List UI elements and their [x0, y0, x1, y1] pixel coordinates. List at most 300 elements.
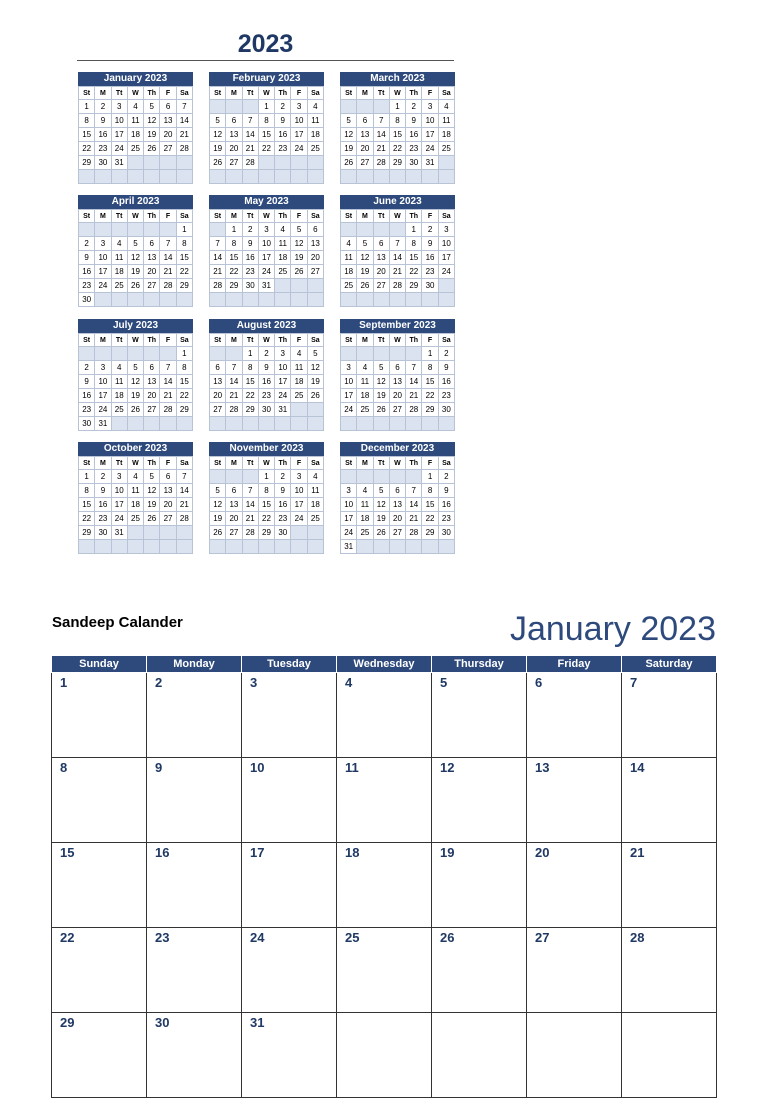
mini-day-cell: 26: [144, 512, 160, 526]
day-cell: 19: [432, 843, 527, 928]
mini-day-cell: 5: [291, 223, 307, 237]
mini-empty-cell: [127, 417, 143, 431]
mini-weekday-label: St: [210, 334, 226, 347]
mini-empty-cell: [307, 170, 323, 184]
mini-weekday-label: M: [226, 334, 242, 347]
mini-empty-cell: [438, 417, 454, 431]
mini-day-cell: 12: [357, 251, 373, 265]
mini-day-cell: 13: [307, 237, 323, 251]
mini-day-cell: 10: [422, 114, 438, 128]
mini-day-cell: 6: [357, 114, 373, 128]
mini-weekday-label: Sa: [176, 210, 192, 223]
mini-empty-cell: [79, 170, 95, 184]
mini-day-cell: 29: [422, 526, 438, 540]
mini-day-cell: 3: [95, 237, 111, 251]
mini-day-cell: 30: [258, 403, 274, 417]
weekday-header: Thursday: [432, 656, 527, 673]
mini-day-cell: 8: [79, 484, 95, 498]
mini-empty-cell: [160, 347, 176, 361]
mini-day-cell: 6: [389, 361, 405, 375]
mini-day-cell: 26: [373, 403, 389, 417]
mini-day-cell: 24: [422, 142, 438, 156]
mini-day-cell: 15: [79, 128, 95, 142]
mini-weekday-label: M: [95, 87, 111, 100]
mini-day-cell: 11: [291, 361, 307, 375]
mini-empty-cell: [275, 417, 291, 431]
mini-day-cell: 14: [160, 251, 176, 265]
mini-day-cell: 22: [79, 512, 95, 526]
mini-weekday-label: M: [226, 210, 242, 223]
mini-day-cell: 29: [258, 526, 274, 540]
mini-day-cell: 29: [422, 403, 438, 417]
mini-day-cell: 10: [111, 484, 127, 498]
mini-day-cell: 8: [406, 237, 422, 251]
mini-day-cell: 2: [79, 361, 95, 375]
mini-empty-cell: [176, 156, 192, 170]
mini-weekday-label: Th: [144, 334, 160, 347]
mini-day-cell: 14: [226, 375, 242, 389]
mini-empty-cell: [373, 470, 389, 484]
mini-day-cell: 3: [111, 100, 127, 114]
mini-empty-cell: [111, 223, 127, 237]
mini-empty-cell: [422, 170, 438, 184]
mini-day-cell: 13: [373, 251, 389, 265]
mini-day-cell: 19: [127, 265, 143, 279]
mini-empty-cell: [176, 526, 192, 540]
mini-month-title: May 2023: [209, 195, 324, 209]
mini-weekday-label: Sa: [307, 457, 323, 470]
mini-day-cell: 26: [307, 389, 323, 403]
mini-weekday-label: Sa: [307, 210, 323, 223]
mini-day-cell: 21: [406, 389, 422, 403]
mini-day-cell: 20: [160, 498, 176, 512]
mini-day-cell: 23: [79, 279, 95, 293]
mini-day-cell: 1: [258, 470, 274, 484]
mini-month: [78, 442, 193, 554]
mini-day-cell: 24: [275, 389, 291, 403]
mini-weekday-label: Sa: [307, 87, 323, 100]
mini-weekday-label: Tt: [242, 210, 258, 223]
mini-empty-cell: [357, 170, 373, 184]
mini-day-cell: 8: [258, 114, 274, 128]
mini-day-cell: 16: [422, 251, 438, 265]
mini-empty-cell: [176, 540, 192, 554]
mini-day-cell: 27: [226, 156, 242, 170]
mini-day-cell: 18: [341, 265, 357, 279]
mini-empty-cell: [307, 417, 323, 431]
mini-day-cell: 25: [438, 142, 454, 156]
mini-day-cell: 18: [127, 498, 143, 512]
mini-day-cell: 3: [258, 223, 274, 237]
mini-day-cell: 10: [291, 114, 307, 128]
mini-day-cell: 15: [422, 375, 438, 389]
mini-day-cell: 26: [373, 526, 389, 540]
mini-day-cell: 30: [422, 279, 438, 293]
mini-empty-cell: [242, 417, 258, 431]
mini-day-cell: 17: [258, 251, 274, 265]
mini-day-cell: 15: [79, 498, 95, 512]
mini-day-cell: 15: [422, 498, 438, 512]
mini-day-cell: 7: [176, 100, 192, 114]
mini-day-cell: 14: [389, 251, 405, 265]
mini-day-cell: 28: [406, 403, 422, 417]
mini-month-title: August 2023: [209, 319, 324, 333]
mini-empty-cell: [438, 293, 454, 307]
day-cell: 26: [432, 928, 527, 1013]
mini-empty-cell: [160, 540, 176, 554]
mini-empty-cell: [406, 170, 422, 184]
mini-day-cell: 15: [242, 375, 258, 389]
mini-empty-cell: [79, 540, 95, 554]
mini-month-title: January 2023: [78, 72, 193, 86]
mini-day-cell: 25: [307, 142, 323, 156]
mini-empty-cell: [357, 470, 373, 484]
mini-empty-cell: [406, 293, 422, 307]
mini-day-cell: 23: [438, 512, 454, 526]
mini-day-cell: 26: [291, 265, 307, 279]
mini-weekday-label: Sa: [438, 334, 454, 347]
mini-day-cell: 30: [242, 279, 258, 293]
mini-day-cell: 10: [95, 375, 111, 389]
weekday-header: Tuesday: [242, 656, 337, 673]
mini-weekday-label: W: [127, 334, 143, 347]
mini-day-cell: 7: [210, 237, 226, 251]
mini-day-cell: 28: [226, 403, 242, 417]
mini-empty-cell: [258, 170, 274, 184]
mini-weekday-label: Th: [275, 210, 291, 223]
mini-day-cell: 31: [258, 279, 274, 293]
mini-day-cell: 25: [127, 512, 143, 526]
mini-day-cell: 29: [242, 403, 258, 417]
mini-empty-cell: [242, 540, 258, 554]
mini-empty-cell: [389, 470, 405, 484]
mini-weekday-label: W: [258, 210, 274, 223]
mini-empty-cell: [258, 540, 274, 554]
mini-day-cell: 16: [95, 498, 111, 512]
mini-day-cell: 30: [79, 293, 95, 307]
mini-empty-cell: [357, 347, 373, 361]
mini-weekday-label: Th: [275, 87, 291, 100]
mini-day-cell: 4: [357, 484, 373, 498]
mini-day-cell: 21: [210, 265, 226, 279]
mini-day-cell: 17: [111, 498, 127, 512]
mini-weekday-label: Tt: [111, 210, 127, 223]
mini-day-cell: 17: [341, 389, 357, 403]
mini-day-cell: 5: [127, 361, 143, 375]
mini-empty-cell: [210, 293, 226, 307]
mini-weekday-label: M: [95, 334, 111, 347]
mini-day-cell: 27: [373, 279, 389, 293]
mini-day-cell: 21: [242, 142, 258, 156]
mini-day-cell: 14: [406, 498, 422, 512]
mini-day-cell: 23: [275, 512, 291, 526]
mini-weekday-label: W: [389, 457, 405, 470]
mini-empty-cell: [210, 100, 226, 114]
mini-day-cell: 22: [389, 142, 405, 156]
week-row: [52, 673, 717, 758]
mini-day-cell: 7: [160, 237, 176, 251]
mini-empty-cell: [291, 540, 307, 554]
mini-day-cell: 26: [144, 142, 160, 156]
mini-weekday-label: W: [389, 210, 405, 223]
mini-empty-cell: [226, 347, 242, 361]
mini-day-cell: 6: [307, 223, 323, 237]
mini-day-cell: 18: [357, 512, 373, 526]
mini-day-cell: 6: [160, 470, 176, 484]
mini-day-cell: 12: [210, 128, 226, 142]
mini-day-cell: 28: [210, 279, 226, 293]
mini-day-cell: 29: [79, 526, 95, 540]
mini-day-cell: 17: [341, 512, 357, 526]
mini-weekday-label: F: [160, 87, 176, 100]
mini-weekday-label: F: [160, 210, 176, 223]
mini-empty-cell: [373, 417, 389, 431]
day-cell: 4: [337, 673, 432, 758]
mini-empty-cell: [422, 540, 438, 554]
mini-day-cell: 23: [95, 512, 111, 526]
mini-empty-cell: [226, 170, 242, 184]
day-cell: 7: [622, 673, 717, 758]
mini-day-cell: 31: [341, 540, 357, 554]
mini-day-cell: 19: [144, 128, 160, 142]
mini-day-cell: 10: [95, 251, 111, 265]
mini-day-cell: 24: [341, 403, 357, 417]
mini-weekday-label: F: [291, 334, 307, 347]
mini-day-cell: 2: [95, 470, 111, 484]
mini-month-title: October 2023: [78, 442, 193, 456]
mini-day-cell: 21: [406, 512, 422, 526]
mini-day-cell: 15: [258, 498, 274, 512]
mini-weekday-label: Sa: [176, 334, 192, 347]
mini-day-cell: 20: [357, 142, 373, 156]
mini-empty-cell: [160, 417, 176, 431]
mini-day-cell: 6: [144, 361, 160, 375]
mini-day-cell: 29: [176, 403, 192, 417]
weekday-header: Wednesday: [337, 656, 432, 673]
mini-day-cell: 22: [422, 512, 438, 526]
mini-empty-cell: [95, 347, 111, 361]
day-cell: 25: [337, 928, 432, 1013]
mini-day-cell: 23: [79, 403, 95, 417]
mini-empty-cell: [226, 100, 242, 114]
mini-day-cell: 20: [160, 128, 176, 142]
mini-weekday-label: M: [357, 334, 373, 347]
mini-month: [209, 442, 324, 554]
mini-empty-cell: [307, 293, 323, 307]
mini-day-cell: 11: [127, 114, 143, 128]
mini-day-cell: 28: [176, 142, 192, 156]
day-cell: 24: [242, 928, 337, 1013]
mini-weekday-label: F: [422, 210, 438, 223]
calendar-author: Sandeep Calander: [52, 614, 183, 631]
mini-day-cell: 20: [210, 389, 226, 403]
mini-day-cell: 2: [422, 223, 438, 237]
mini-empty-cell: [160, 170, 176, 184]
mini-weekday-label: W: [258, 87, 274, 100]
mini-day-cell: 23: [95, 142, 111, 156]
day-cell: 5: [432, 673, 527, 758]
mini-day-cell: 12: [144, 114, 160, 128]
mini-empty-cell: [406, 470, 422, 484]
mini-day-cell: 19: [127, 389, 143, 403]
mini-weekday-label: F: [291, 457, 307, 470]
mini-empty-cell: [307, 279, 323, 293]
mini-day-cell: 5: [210, 484, 226, 498]
mini-day-cell: 16: [79, 389, 95, 403]
mini-day-cell: 2: [438, 347, 454, 361]
mini-day-cell: 16: [438, 375, 454, 389]
mini-month-title: June 2023: [340, 195, 455, 209]
mini-day-cell: 20: [373, 265, 389, 279]
mini-day-cell: 7: [406, 484, 422, 498]
mini-day-cell: 25: [341, 279, 357, 293]
mini-month-title: December 2023: [340, 442, 455, 456]
mini-day-cell: 8: [242, 361, 258, 375]
mini-day-cell: 11: [438, 114, 454, 128]
mini-empty-cell: [291, 526, 307, 540]
mini-day-cell: 4: [127, 470, 143, 484]
mini-day-cell: 24: [291, 512, 307, 526]
mini-empty-cell: [144, 223, 160, 237]
mini-day-cell: 1: [258, 100, 274, 114]
mini-empty-cell: [111, 347, 127, 361]
mini-day-cell: 24: [111, 512, 127, 526]
mini-day-cell: 23: [406, 142, 422, 156]
mini-empty-cell: [341, 293, 357, 307]
mini-day-cell: 11: [111, 251, 127, 265]
day-cell: 6: [527, 673, 622, 758]
mini-empty-cell: [389, 417, 405, 431]
mini-day-cell: 12: [210, 498, 226, 512]
mini-day-cell: 25: [357, 403, 373, 417]
mini-month: [78, 72, 193, 184]
mini-day-cell: 6: [160, 100, 176, 114]
mini-day-cell: 4: [307, 100, 323, 114]
mini-weekday-label: St: [79, 87, 95, 100]
mini-day-cell: 26: [210, 156, 226, 170]
mini-day-cell: 22: [258, 512, 274, 526]
mini-day-cell: 14: [176, 114, 192, 128]
mini-empty-cell: [144, 540, 160, 554]
mini-day-cell: 1: [242, 347, 258, 361]
mini-day-cell: 2: [258, 347, 274, 361]
mini-empty-cell: [275, 293, 291, 307]
mini-day-cell: 8: [226, 237, 242, 251]
mini-weekday-label: F: [160, 334, 176, 347]
mini-empty-cell: [389, 293, 405, 307]
mini-day-cell: 22: [226, 265, 242, 279]
mini-day-cell: 17: [275, 375, 291, 389]
mini-day-cell: 13: [144, 375, 160, 389]
mini-day-cell: 8: [79, 114, 95, 128]
mini-weekday-label: M: [357, 87, 373, 100]
mini-day-cell: 28: [242, 526, 258, 540]
mini-empty-cell: [160, 526, 176, 540]
mini-empty-cell: [422, 417, 438, 431]
mini-empty-cell: [389, 540, 405, 554]
mini-weekday-label: Tt: [111, 457, 127, 470]
mini-empty-cell: [389, 170, 405, 184]
day-cell: 31: [242, 1013, 337, 1098]
mini-empty-cell: [307, 526, 323, 540]
mini-day-cell: 1: [79, 100, 95, 114]
mini-month-title: September 2023: [340, 319, 455, 333]
mini-month-title: July 2023: [78, 319, 193, 333]
mini-day-cell: 26: [210, 526, 226, 540]
mini-day-cell: 7: [242, 114, 258, 128]
mini-day-cell: 24: [258, 265, 274, 279]
mini-day-cell: 22: [176, 389, 192, 403]
day-cell: 3: [242, 673, 337, 758]
mini-day-cell: 25: [357, 526, 373, 540]
mini-day-cell: 29: [226, 279, 242, 293]
mini-empty-cell: [438, 540, 454, 554]
mini-day-cell: 5: [373, 484, 389, 498]
mini-day-cell: 18: [307, 128, 323, 142]
mini-empty-cell: [357, 540, 373, 554]
mini-day-cell: 1: [389, 100, 405, 114]
mini-day-cell: 16: [95, 128, 111, 142]
mini-month: [209, 72, 324, 184]
mini-day-cell: 3: [111, 470, 127, 484]
mini-day-cell: 19: [373, 389, 389, 403]
mini-month: [340, 195, 455, 307]
mini-day-cell: 15: [226, 251, 242, 265]
mini-day-cell: 3: [291, 100, 307, 114]
mini-empty-cell: [373, 540, 389, 554]
mini-day-cell: 19: [373, 512, 389, 526]
mini-month-title: November 2023: [209, 442, 324, 456]
mini-empty-cell: [176, 417, 192, 431]
mini-day-cell: 20: [226, 512, 242, 526]
mini-weekday-label: W: [389, 334, 405, 347]
week-row: [52, 1013, 717, 1098]
day-cell: 15: [52, 843, 147, 928]
mini-day-cell: 9: [258, 361, 274, 375]
mini-day-cell: 20: [226, 142, 242, 156]
mini-day-cell: 12: [291, 237, 307, 251]
mini-weekday-label: Th: [275, 334, 291, 347]
mini-day-cell: 13: [160, 484, 176, 498]
mini-weekday-label: M: [95, 457, 111, 470]
mini-weekday-label: Tt: [242, 334, 258, 347]
day-cell: 16: [147, 843, 242, 928]
mini-empty-cell: [258, 293, 274, 307]
mini-day-cell: 26: [127, 279, 143, 293]
mini-day-cell: 25: [111, 403, 127, 417]
day-cell: 13: [527, 758, 622, 843]
mini-day-cell: 3: [422, 100, 438, 114]
mini-empty-cell: [389, 223, 405, 237]
mini-empty-cell: [291, 417, 307, 431]
mini-day-cell: 8: [176, 237, 192, 251]
mini-day-cell: 8: [422, 361, 438, 375]
mini-empty-cell: [422, 293, 438, 307]
mini-empty-cell: [79, 347, 95, 361]
mini-empty-cell: [341, 417, 357, 431]
mini-weekday-label: Sa: [438, 87, 454, 100]
mini-empty-cell: [111, 293, 127, 307]
mini-day-cell: 17: [291, 498, 307, 512]
mini-day-cell: 28: [242, 156, 258, 170]
mini-weekday-label: M: [95, 210, 111, 223]
mini-empty-cell: [210, 170, 226, 184]
mini-empty-cell: [341, 347, 357, 361]
mini-weekday-label: Th: [275, 457, 291, 470]
mini-empty-cell: [307, 403, 323, 417]
mini-day-cell: 4: [291, 347, 307, 361]
mini-day-cell: 26: [357, 279, 373, 293]
